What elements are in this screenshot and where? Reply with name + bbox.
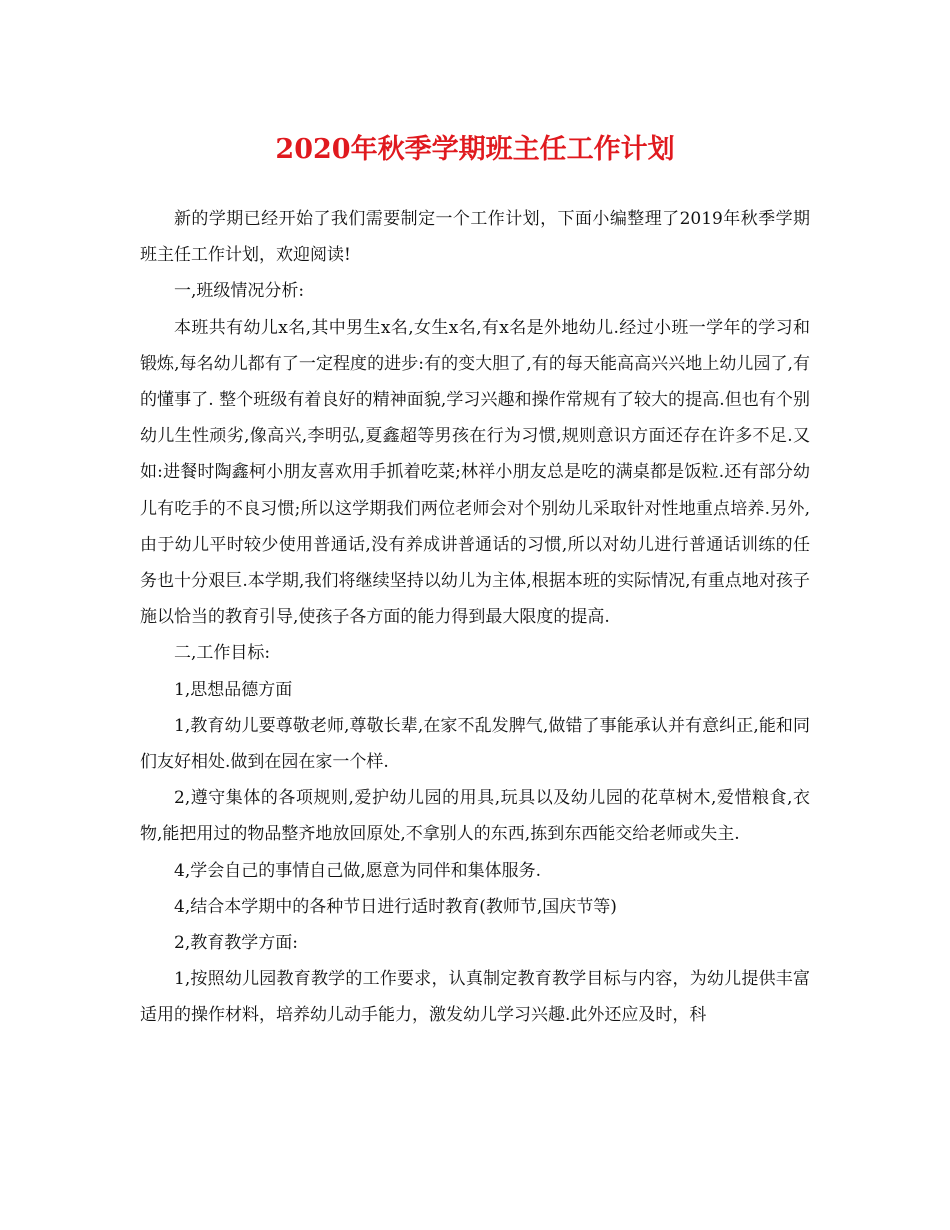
document-body <box>140 201 810 1034</box>
list-item: 2,遵守集体的各项规则,爱护幼儿园的用具,玩具以及幼儿园的花草树木,爱惜粮食,衣物,能把用过的物品整齐地放回原处,不拿别人的东西,拣到东西能交给老师或失主. <box>140 788 810 845</box>
list-item: 1,按照幼儿园教育教学的工作要求，认真制定教育教学目标与内容，为幼儿提供丰富适用的操作材料，培养幼儿动手能力，激发幼儿学习兴趣.此外还应及时，科 <box>140 969 810 1026</box>
section-heading-class-analysis: 一,班级情况分析: <box>174 281 305 302</box>
subheading-moral-education: 1,思想品德方面 <box>174 679 293 700</box>
list-item: 1,教育幼儿要尊敬老师,尊敬长辈,在家不乱发脾气,做错了事能承认并有意纠正,能和同们友好相处.做到在园在家一个样. <box>140 715 810 773</box>
list-item: 4,学会自己的事情自己做,愿意为同伴和集体服务. <box>174 860 542 881</box>
intro-paragraph: 新的学期已经开始了我们需要制定一个工作计划，下面小编整理了2019年秋季学期班主任工作计划，欢迎阅读! <box>140 209 810 266</box>
page-title: 2020年秋季学期班主任工作计划 <box>275 134 675 165</box>
class-analysis-paragraph: 本班共有幼儿x名,其中男生x名,女生x名,有x名是外地幼儿.经过小班一学年的学习和锻炼,每名幼儿都有了一定程度的进步:有的变大胆了,有的每天能高高兴兴地上幼儿园了,有的懂事了. 整个班级有着良好的精神面貌,学习兴趣和操作常规有了较大的提高.但也有个别幼儿生性顽劣,像高兴,李明弘,夏鑫超等男孩在行为习惯,规则意识方面还存在许多不足.又如:进餐时陶鑫柯小朋友喜欢用手抓着吃菜;林祥小朋友总是吃的满桌都是饭粒.还有部分幼儿有吃手的不良习惯;所以这学期我们两位老师会对个别幼儿采取针对性地重点培养.另外,由于幼儿平时较少使用普通话,没有养成讲普通话的习惯,所以对幼儿进行普通话训练的任务也十分艰巨.本学期,我们将继续坚持以幼儿为主体,根据本班的实际情况,有重点地对孩子施以恰当的教育引导,使孩子各方面的能力得到最大限度的提高. <box>140 317 810 628</box>
subheading-teaching: 2,教育教学方面: <box>174 933 298 954</box>
section-heading-work-goals: 二,工作目标: <box>174 643 271 664</box>
list-item: 4,结合本学期中的各种节日进行适时教育(教师节,国庆节等) <box>174 896 617 917</box>
